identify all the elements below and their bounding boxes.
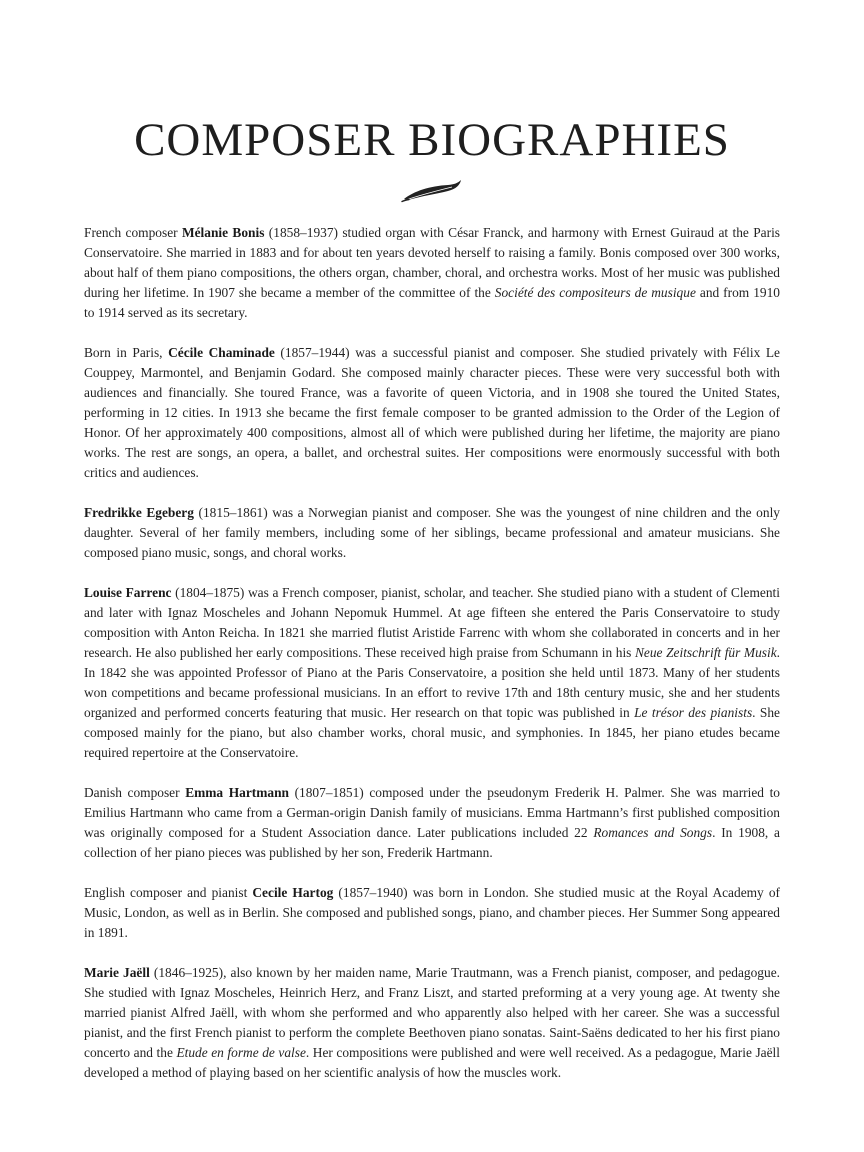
- composer-name: Cécile Chaminade: [168, 345, 275, 360]
- bio-text: and from 1910 to 1914 served as its secretary.: [84, 285, 780, 320]
- composer-name: Cecile Hartog: [252, 885, 334, 900]
- bio-text: (1858–1937) studied organ with César Franck, and harmony with Ernest Guiraud at the Paris Conservatoire. She married in 1883 and for about ten years devoted herself to raising a family. Bonis composed over 300 works, about half of them piano compositions, the others organ, chamber, choral, and orchestra works. Most of her music was published during her lifetime. In 1907 she became a member of the committee of the: [84, 225, 780, 300]
- bio-text: . In 1842 she was appointed Professor of Piano at the Paris Conservatoire, a position she held until 1873. Many of her students won competitions and became professional musicians. In an effort to revive 17th and 18th century music, she and her students organized and performed concerts featuring that music. Her research on that topic was published in: [84, 645, 781, 720]
- italic-title: Romances and Songs: [593, 825, 713, 840]
- bio-text: (1857–1940) was born in London. She studied music at the Royal Academy of Music, London, as well as in Berlin. She composed and published songs, piano, and chamber pieces. Her Summer Song appeared in 1891.: [84, 885, 780, 940]
- composer-name: Louise Farrenc: [84, 585, 172, 600]
- bio-cecile-chaminade: [84, 343, 780, 483]
- bio-cecile-hartog: [84, 883, 780, 943]
- composer-name: Mélanie Bonis: [181, 225, 265, 240]
- italic-title: Neue Zeitschrift für Musik: [634, 645, 777, 660]
- bio-text: . Her compositions were published and were well received. As a pedagogue, Marie Jaëll developed a method of playing based on her scientific analysis of how the muscles work.: [84, 1045, 780, 1080]
- bio-intro: Born in Paris,: [84, 345, 169, 360]
- bio-fredrikke-egeberg: [84, 503, 780, 563]
- bio-melanie-bonis: [84, 223, 780, 323]
- bio-text: . She composed mainly for the piano, but also chamber works, choral music, and symphonies. In 1845, her piano etudes became required repertoire at the Conservatoire.: [84, 705, 780, 760]
- bio-text: . In 1908, a collection of her piano pieces was published by her son, Frederik Hartmann.: [84, 825, 780, 860]
- bio-louise-farrenc: [84, 583, 780, 763]
- bio-text: (1807–1851) composed under the pseudonym Frederik H. Palmer. She was married to Emilius Hartmann who came from a German-origin Danish family of musicians. Emma Hartmann’s first published composition was originally composed for a Student Association dance. Later publications included 22: [84, 785, 780, 840]
- bio-text: (1804–1875) was a French composer, pianist, scholar, and teacher. She studied piano with a student of Clementi and later with Ignaz Moscheles and Johann Nepomuk Hummel. At age fifteen she entered the Paris Conservatoire to study composition with Anton Reicha. In 1821 she married flutist Aristide Farrenc with whom she collaborated in concerts and in her research. He also published her early compositions. These received high praise from Schumann in his: [84, 585, 780, 660]
- italic-title: Etude en forme de valse: [176, 1045, 306, 1060]
- bio-intro: English composer and pianist: [84, 885, 253, 900]
- bio-marie-jaell: [84, 963, 780, 1083]
- quill-feather-icon: [400, 178, 464, 204]
- bio-text: (1857–1944) was a successful pianist and composer. She studied privately with Félix Le Couppey, Marmontel, and Benjamin Godard. She composed mainly character pieces. These were very successful both with audiences and financially. She toured France, was a favorite of queen Victoria, and in 1908 she toured the United States, performing in 12 cities. In 1913 she became the first female composer to be granted admission to the Order of the Legion of Honor. Of her approximately 400 compositions, almost all of which were published during her lifetime, the majority are piano works. The rest are songs, an opera, a ballet, and orchestral suites. Her compositions were enormously successful with both critics and audiences.: [84, 345, 780, 480]
- page-title: COMPOSER BIOGRAPHIES: [134, 114, 730, 166]
- italic-title: Société des compositeurs de musique: [494, 285, 696, 300]
- composer-name: Marie Jaëll: [84, 965, 150, 980]
- composer-name: Fredrikke Egeberg: [84, 505, 194, 520]
- bio-text: (1846–1925), also known by her maiden name, Marie Trautmann, was a French pianist, composer, and pedagogue. She studied with Ignaz Moscheles, Heinrich Herz, and Franz Liszt, and started preforming at a very young age. At twenty she married pianist Alfred Jaëll, with whom she performed and who apparently also helped with her career. She was a successful pianist, and the first French pianist to perform the complete Beethoven piano sonatas. Saint-Saëns dedicated to her his first piano concerto and the: [84, 965, 780, 1060]
- bio-intro: Danish composer: [84, 785, 186, 800]
- bio-emma-hartmann: [84, 783, 780, 863]
- composer-name: Emma Hartmann: [185, 785, 289, 800]
- bio-text: (1815–1861) was a Norwegian pianist and composer. She was the youngest of nine children and the only daughter. Several of her family members, including some of her siblings, became professional and amateur musicians. She composed piano music, songs, and choral works.: [84, 505, 780, 560]
- biographies: [84, 223, 780, 1083]
- bio-intro: French composer: [84, 225, 182, 240]
- italic-title: Le trésor des pianists: [634, 705, 753, 720]
